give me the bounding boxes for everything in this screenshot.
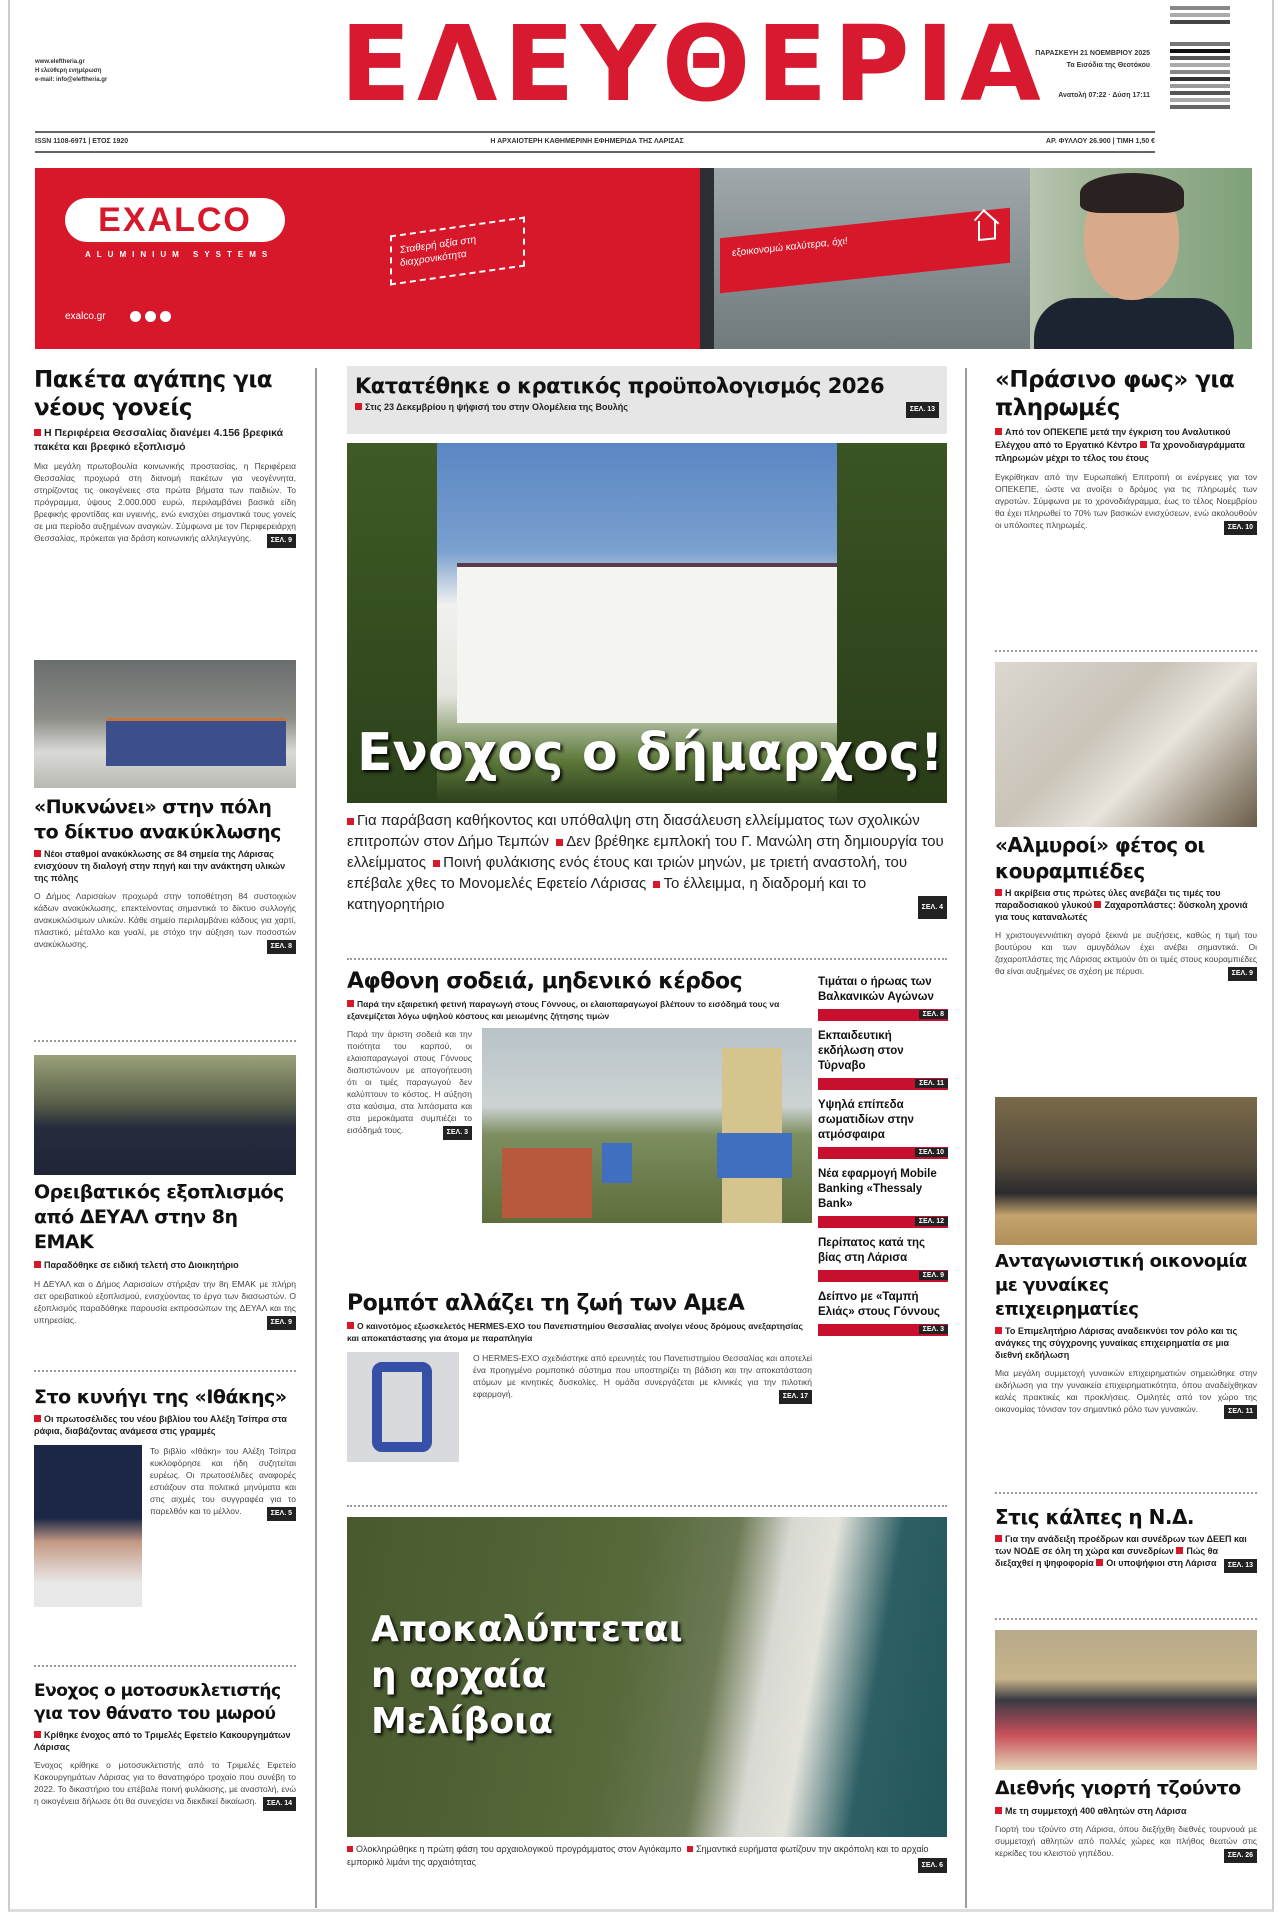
ad-red-panel — [35, 168, 700, 349]
kourabiedes-photo — [995, 662, 1257, 827]
page-ref: ΣΕΛ. 9 — [267, 1316, 296, 1330]
lead-headline[interactable]: Ενοχος ο δήμαρχος! — [357, 723, 944, 783]
brief-item[interactable]: Υψηλά επίπεδα σωματιδίων στην ατμόσφαιρα — [818, 1099, 914, 1141]
brief-bar: ΣΕΛ. 9 — [818, 1270, 948, 1282]
subheadline: Παραδόθηκε σε ειδική τελετή στο Διοικητήριο — [34, 1258, 296, 1272]
page-ref: ΣΕΛ. 3 — [443, 1126, 472, 1140]
article-body: Ο HERMES-EXO σχεδιάστηκε από ερευνητές του Πανεπιστημίου Θεσσαλίας και αποτελεί ένα προηγμένο ρομποτικό σύστημα που υποστηρίζει τη βάδιση και την αποκατάσταση ατόμων με κινητικές δυσκολίες. Η ομάδα συνεργάζεται με κλινικές για την πιλοτική εφαρμογή. ΣΕΛ. 17 — [473, 1352, 812, 1462]
exalco-subtitle: ALUMINIUM SYSTEMS — [85, 250, 274, 259]
article-body: Ένοχος κρίθηκε ο μοτοσυκλετιστής από το Τριμελές Εφετείο Κακουργημάτων Λάρισας για το θανατηφόρο τροχαίο που συνέβη το 2022. Το δικαστήριο του επέβαλε ποινή φυλάκισης, με αναστολή, ενώ η οικογένεια δήλωσε ότι θα συνεχίσει να διεκδικεί δικαίωση. ΣΕΛ. 14 — [34, 1759, 296, 1807]
page-ref: ΣΕΛ. 4 — [918, 896, 947, 919]
column-separator-left — [315, 368, 317, 1908]
story-nd-elections[interactable] — [995, 1504, 1257, 1573]
divider — [34, 1040, 296, 1042]
divider — [34, 1370, 296, 1372]
headline[interactable]: Πακέτα αγάπης για νέους γονείς — [34, 367, 273, 421]
masthead-date-block — [950, 48, 1150, 102]
exalco-logo: EXALCO — [65, 198, 285, 242]
page-ref: ΣΕΛ. 8 — [267, 940, 296, 954]
page-ref: ΣΕΛ. 6 — [918, 1858, 947, 1873]
brief-item[interactable]: Περίπατος κατά της βίας στη Λάρισα — [818, 1237, 925, 1264]
newspaper-page — [8, 0, 1274, 1912]
page-ref: ΣΕΛ. 14 — [263, 1797, 296, 1811]
subheadline: Κρίθηκε ένοχος από το Τριμελές Εφετείο Κακουργημάτων Λάρισας — [34, 1730, 291, 1752]
page-ref: ΣΕΛ. 9 — [267, 534, 296, 548]
exoskeleton-photo — [347, 1352, 459, 1462]
page-ref: ΣΕΛ. 13 — [1224, 1559, 1257, 1573]
article-body: Η ΔΕΥΑΛ και ο Δήμος Λαρισαίων στήριξαν την 8η ΕΜΑΚ με πλήρη σετ ορειβατικού εξοπλισμού, ενισχύοντας το έργο των διασωστών. Ο εξοπλισμός παραδόθηκε παρουσία εκπροσώπων της ΔΕΥΑΛ και της υπηρεσίας. ΣΕΛ. 9 — [34, 1278, 296, 1326]
page-ref: ΣΕΛ. 17 — [779, 1390, 812, 1404]
divider — [347, 1505, 947, 1507]
olive-farmer-photo — [482, 1028, 812, 1223]
website-text: www.eleftheria.gr — [35, 59, 85, 65]
sunrise-sunset: Ανατολή 07:22 · Δύση 17:11 — [1058, 92, 1150, 99]
ad-photo-panel — [700, 168, 1252, 349]
facebook-icon — [130, 311, 141, 322]
divider — [995, 1492, 1257, 1494]
subheadline: Στις 23 Δεκεμβρίου η ψήφισή του στην Ολομέλεια της Βουλής ΣΕΛ. 13 — [355, 400, 939, 414]
subheadline: Παρά την εξαιρετική φετινή παραγωγή στους Γόννους, οι ελαιοπαραγωγοί βλέπουν το εισόδημά τους να εξανεμίζεται λόγω υψηλού κόστους και μειωμένης ζήτησης τιμών — [347, 999, 780, 1021]
headline[interactable]: «Πράσινο φως» για πληρωμές — [995, 367, 1235, 421]
divider — [995, 1618, 1257, 1620]
headline[interactable]: Ανταγωνιστική οικονομία με γυναίκες επιχειρηματίες — [995, 1251, 1247, 1320]
story-green-light-payments[interactable] — [995, 366, 1257, 535]
newspaper-logo: ΕΛΕΥΘΕΡΙΑ — [340, 3, 1047, 125]
barcode-icon — [1170, 0, 1230, 150]
divider — [347, 958, 947, 960]
recycling-bins-photo — [34, 660, 296, 788]
social-icons — [130, 311, 171, 322]
emak-group-photo — [34, 1055, 296, 1175]
town-hall-photo — [347, 443, 947, 803]
page-ref: ΣΕΛ. 10 — [1224, 521, 1257, 535]
column-separator-right — [965, 368, 967, 1908]
headline[interactable]: Ενοχος ο μοτοσυκλετιστής για τον θάνατο του μωρού — [34, 1681, 281, 1724]
headline[interactable]: «Αλμυροί» φέτος οι κουραμπιέδες — [995, 833, 1205, 883]
email-text: e-mail: info@eleftheria.gr — [35, 77, 108, 83]
headline[interactable]: «Πυκνώνει» στην πόλη το δίκτυο ανακύκλωσης — [34, 796, 281, 843]
brief-item[interactable]: Εκπαιδευτική εκδήλωση στον Τύρναβο — [818, 1030, 904, 1072]
headline[interactable]: Διεθνής γιορτή τζούντο — [995, 1777, 1241, 1799]
page-ref: ΣΕΛ. 13 — [906, 402, 939, 418]
subheadline: Με τη συμμετοχή 400 αθλητών στη Λάρισα — [995, 1804, 1257, 1818]
judo-event-photo — [995, 1630, 1257, 1770]
headline[interactable]: Στις κάλπες η Ν.Δ. — [995, 1505, 1195, 1529]
ad-person-photo — [1034, 168, 1234, 349]
subheadline: Νέοι σταθμοί ανακύκλωσης σε 84 σημεία της Λάρισας ενισχύουν τη διαλογή στην πηγή και την ανάκτηση υλικών της πόλης — [34, 849, 286, 883]
ad-banner-text: εξοικονομώ καλύτερα, όχι! — [732, 235, 848, 259]
exalco-advertisement[interactable] — [35, 168, 1252, 349]
book-cover-photo — [34, 1445, 142, 1607]
divider — [34, 1665, 296, 1667]
house-icon — [978, 219, 996, 241]
article-body: Μια μεγάλη πρωτοβουλία κοινωνικής προστασίας, η Περιφέρεια Θεσσαλίας προχωρά στη διανομή πακέτων για νεογέννητα, στηρίζοντας τις οικογένειες στα πρώτα βήματα των παιδιών. Το πρόγραμμα, ύψους 2.000.000 ευρώ, περιλαμβάνει βασικά είδη βρεφικής φροντίδας και υγιεινής, ενώ ενισχύει σημαντικά τους γονείς σε μια περίοδο αυξημένων αναγκών. Σύμφωνα με τον Περιφερειάρχη Θεσσαλίας, πρόκειται για δράση κοινωνικής αλληλεγγύης. ΣΕΛ. 9 — [34, 460, 296, 544]
masthead-contact — [35, 58, 107, 85]
article-body: Εγκρίθηκαν από την Ευρωπαϊκή Επιτροπή οι ενέργειες για τον ΟΠΕΚΕΠΕ, ώστε να ανοίξει ο δρόμος για τις πληρωμές των αγροτών. Σύμφωνα με το χρονοδιάγραμμα, έως το τέλος Νοεμβρίου θα έχει πληρωθεί το 70% των βασικών ενισχύσεων, ενώ ακολουθούν οι υπόλοιπες πληρωμές. ΣΕΛ. 10 — [995, 471, 1257, 531]
tagline-text: Η ΑΡΧΑΙΟΤΕΡΗ ΚΑΘΗΜΕΡΙΝΗ ΕΦΗΜΕΡΙΔΑ ΤΗΣ ΛΑΡΙΣΑΣ — [490, 138, 684, 145]
subheadline: Ο καινοτόμος εξωσκελετός HERMES-EXO του Πανεπιστημίου Θεσσαλίας ανοίγει νέους δρόμους ανεξαρτησίας και αποκατάστασης για άτομα με παραπληγία — [347, 1321, 803, 1343]
issue-date: ΠΑΡΑΣΚΕΥΗ 21 ΝΟΕΜΒΡΙΟΥ 2025 — [1035, 50, 1150, 57]
article-body: Η χριστουγεννιάτικη αγορά ξεκινά με αυξήσεις, καθώς η τιμή του βουτύρου και των αμυγδάλων έχει ανέβει σημαντικά. Οι ζαχαροπλάστες της Λάρισας εκτιμούν ότι οι τιμές στους κουραμπιέδες θα είναι αυξημένες σε σχέση με πέρυσι. ΣΕΛ. 9 — [995, 929, 1257, 977]
subheadline: Για την ανάδειξη προέδρων και συνέδρων των ΔΕΕΠ και των ΝΟΔΕ σε όλη τη χώρα και συνεδρίων Πώς θα διεξαχθεί η ψηφοφορία Οι υποψήφιοι στη Λάρισα ΣΕΛ. 13 — [995, 1533, 1257, 1569]
meliboia-headline: Αποκαλύπτεται η αρχαία Μελίβοια — [371, 1609, 683, 1742]
article-body: Παρά την άριστη σοδειά και την ποιότητα του καρπού, οι ελαιοπαραγωγοί στους Γόννους διαπιστώνουν με απογοήτευση ότι οι τιμές παραγωγού δεν καλύπτουν το κόστος. Η αύξηση στα καύσιμα, στα λιπάσματα και στα μεροκάματα συμπιέζει το εισόδημά τους. ΣΕΛ. 3 — [347, 1028, 472, 1223]
subheadline: Από τον ΟΠΕΚΕΠΕ μετά την έγκριση του Αναλυτικού Ελέγχου από το Εργατικό Κέντρο Τα χρονοδιαγράμματα πληρωμών μέχρι το τέλος του έτους — [995, 427, 1245, 463]
issn-text: ISSN 1108-6971 | ΕΤΟΣ 1920 — [35, 138, 129, 145]
story-recycling[interactable] — [34, 795, 296, 954]
issue-price: ΑΡ. ΦΥΛΛΟΥ 26.900 | ΤΙΜΗ 1,50 € — [1045, 138, 1155, 145]
saint-day: Τα Εισόδια της Θεοτόκου — [1066, 62, 1150, 69]
article-body: Το βιβλίο «Ιθάκη» του Αλέξη Τσίπρα κυκλοφόρησε και ήδη συζητείται ευρέως. Οι πρωτοσέλιδες αναφορές εστιάζουν στα πολιτικά μηνύματα και στις αιχμές του συγγραφέα για το παρελθόν και το μέλλον. ΣΕΛ. 5 — [150, 1445, 296, 1607]
ad-slogan-box — [390, 217, 525, 286]
page-ref: ΣΕΛ. 11 — [1224, 1405, 1257, 1419]
brief-bar: ΣΕΛ. 10 — [818, 1147, 948, 1159]
page-ref: ΣΕΛ. 5 — [267, 1507, 296, 1521]
subheadline: Η Περιφέρεια Θεσσαλίας διανέμει 4.156 βρεφικά πακέτα και βρεφικό εξοπλισμό — [34, 427, 284, 453]
lead-summary — [347, 810, 947, 919]
story-baby-packages[interactable] — [34, 366, 296, 548]
story-ithaca-book[interactable] — [34, 1385, 296, 1607]
story-women-entrepreneurs[interactable] — [995, 1250, 1257, 1419]
page-ref: ΣΕΛ. 9 — [1228, 967, 1257, 981]
divider — [995, 650, 1257, 652]
story-judo[interactable] — [995, 1776, 1257, 1863]
article-body: Γιορτή του τζούντο στη Λάρισα, όπου διεξήχθη διεθνές τουρνουά με συμμετοχή αθλητών από πολλές χώρες και πλήθος θεατών στις κερκίδες του κλειστού γηπέδου. ΣΕΛ. 26 — [995, 1823, 1257, 1859]
brief-item[interactable]: Τιμάται ο ήρωας των Βαλκανικών Αγώνων — [818, 976, 934, 1003]
masthead-rule-bottom — [35, 151, 1155, 153]
subheadline: Οι πρωτοσέλιδες του νέου βιβλίου του Αλέξη Τσίπρα στα ράφια, διαβάζοντας ανάμεσα στις γραμμές — [34, 1414, 287, 1436]
headline[interactable]: Στο κυνήγι της «Ιθάκης» — [34, 1386, 287, 1408]
page-ref: ΣΕΛ. 26 — [1224, 1849, 1257, 1863]
youtube-icon — [160, 311, 171, 322]
story-budget-2026[interactable] — [347, 366, 947, 434]
instagram-icon — [145, 311, 156, 322]
lead-summary-text: Για παράβαση καθήκοντος και υπόθαλψη στη διασάλευση ελλείμματος των σχολικών επιτροπών στον Δήμο Τεμπών Δεν βρέθηκε εμπλοκή του Γ. Μανώλη στη δημιουργία του ελλείμματος Ποινή φυλάκισης ενός έτους και τριών μηνών, με τριετή αναστολή, του επέβαλε χθες το Μονομελές Εφετείο Λάρισας Το έλλειμμα, η διαδρομή και το κατηγορητήριο ΣΕΛ. 4 — [347, 810, 947, 915]
story-motorcyclist-guilty[interactable] — [34, 1680, 296, 1811]
headline[interactable]: Ρομπότ αλλάζει τη ζωή των ΑμεΑ — [347, 1291, 745, 1316]
brief-bar: ΣΕΛ. 3 — [818, 1324, 948, 1336]
meliboia-summary: Ολοκληρώθηκε η πρώτη φάση του αρχαιολογικού προγράμματος στον Αγιόκαμπο Σημαντικά ευρήματα φωτίζουν την ακρόπολη και το αρχαίο εμπορικό λιμάνι της αρχαιότητας ΣΕΛ. 6 — [347, 1843, 947, 1873]
story-olive-harvest[interactable] — [347, 968, 812, 1223]
story-robot-exo[interactable] — [347, 1290, 812, 1462]
meliboia-aerial-photo — [347, 1517, 947, 1837]
article-body: Μια μεγάλη συμμετοχή γυναικών επιχειρηματιών σημειώθηκε στην εκδήλωση για την γυναικεία επιχειρηματικότητα, όπου αναδείχθηκαν καλές πρακτικές και προκλήσεις. Ομιλητές από τον χώρο της οικονομίας τόνισαν τον σημαντικό ρόλο των γυναικών. ΣΕΛ. 11 — [995, 1367, 1257, 1415]
article-body: Ο Δήμος Λαρισαίων προχωρά στην τοποθέτηση 84 συστοιχιών κάδων ανακύκλωσης, επεκτείνοντας σημαντικά το δίκτυο συλλογής ανακυκλώσιμων υλικών. Κάθε σημείο περιλαμβάνει κάδους για χαρτί, πλαστικό, μέταλλο και γυαλί, με στόχο την αύξηση των ποσοστών ανακύκλωσης. ΣΕΛ. 8 — [34, 890, 296, 950]
sidebar-briefs — [818, 975, 948, 1344]
brief-bar: ΣΕΛ. 8 — [818, 1009, 948, 1021]
ad-slogan: Σταθερή αξία στη διαχρονικότητα — [400, 234, 477, 270]
headline[interactable]: Αφθονη σοδειά, μηδενικό κέρδος — [347, 969, 743, 994]
brief-item[interactable]: Δείπνο με «Ταμπή Ελιάς» στους Γόννους — [818, 1291, 940, 1318]
brief-item[interactable]: Νέα εφαρμογή Mobile Banking «Thessaly Bank» — [818, 1168, 937, 1210]
masthead-strip — [35, 133, 1155, 150]
subheadline: Το Επιμελητήριο Λάρισας αναδεικνύει τον ρόλο και τις ανάγκες της σύγχρονης γυναίκας επιχειρηματία σε μια διεθνή εκδήλωση — [995, 1326, 1238, 1360]
story-kourabiedes[interactable] — [995, 832, 1257, 981]
motto-text: Η ελεύθερη ενημέρωση — [35, 68, 102, 74]
ad-website: exalco.gr — [65, 311, 106, 322]
headline[interactable]: Κατατέθηκε ο κρατικός προϋπολογισμός 2026 — [355, 374, 885, 398]
brief-bar: ΣΕΛ. 12 — [818, 1216, 948, 1228]
story-emak-equipment[interactable] — [34, 1180, 296, 1330]
brief-bar: ΣΕΛ. 11 — [818, 1078, 948, 1090]
subheadline: Η ακρίβεια στις πρώτες ύλες ανεβάζει τις τιμές του παραδοσιακού γλυκού Ζαχαροπλάστες: δύσκολη χρονιά για τους καταναλωτές — [995, 888, 1248, 922]
women-entrepreneurs-photo — [995, 1097, 1257, 1245]
headline[interactable]: Ορειβατικός εξοπλισμός από ΔΕΥΑΛ στην 8η ΕΜΑΚ — [34, 1181, 284, 1253]
